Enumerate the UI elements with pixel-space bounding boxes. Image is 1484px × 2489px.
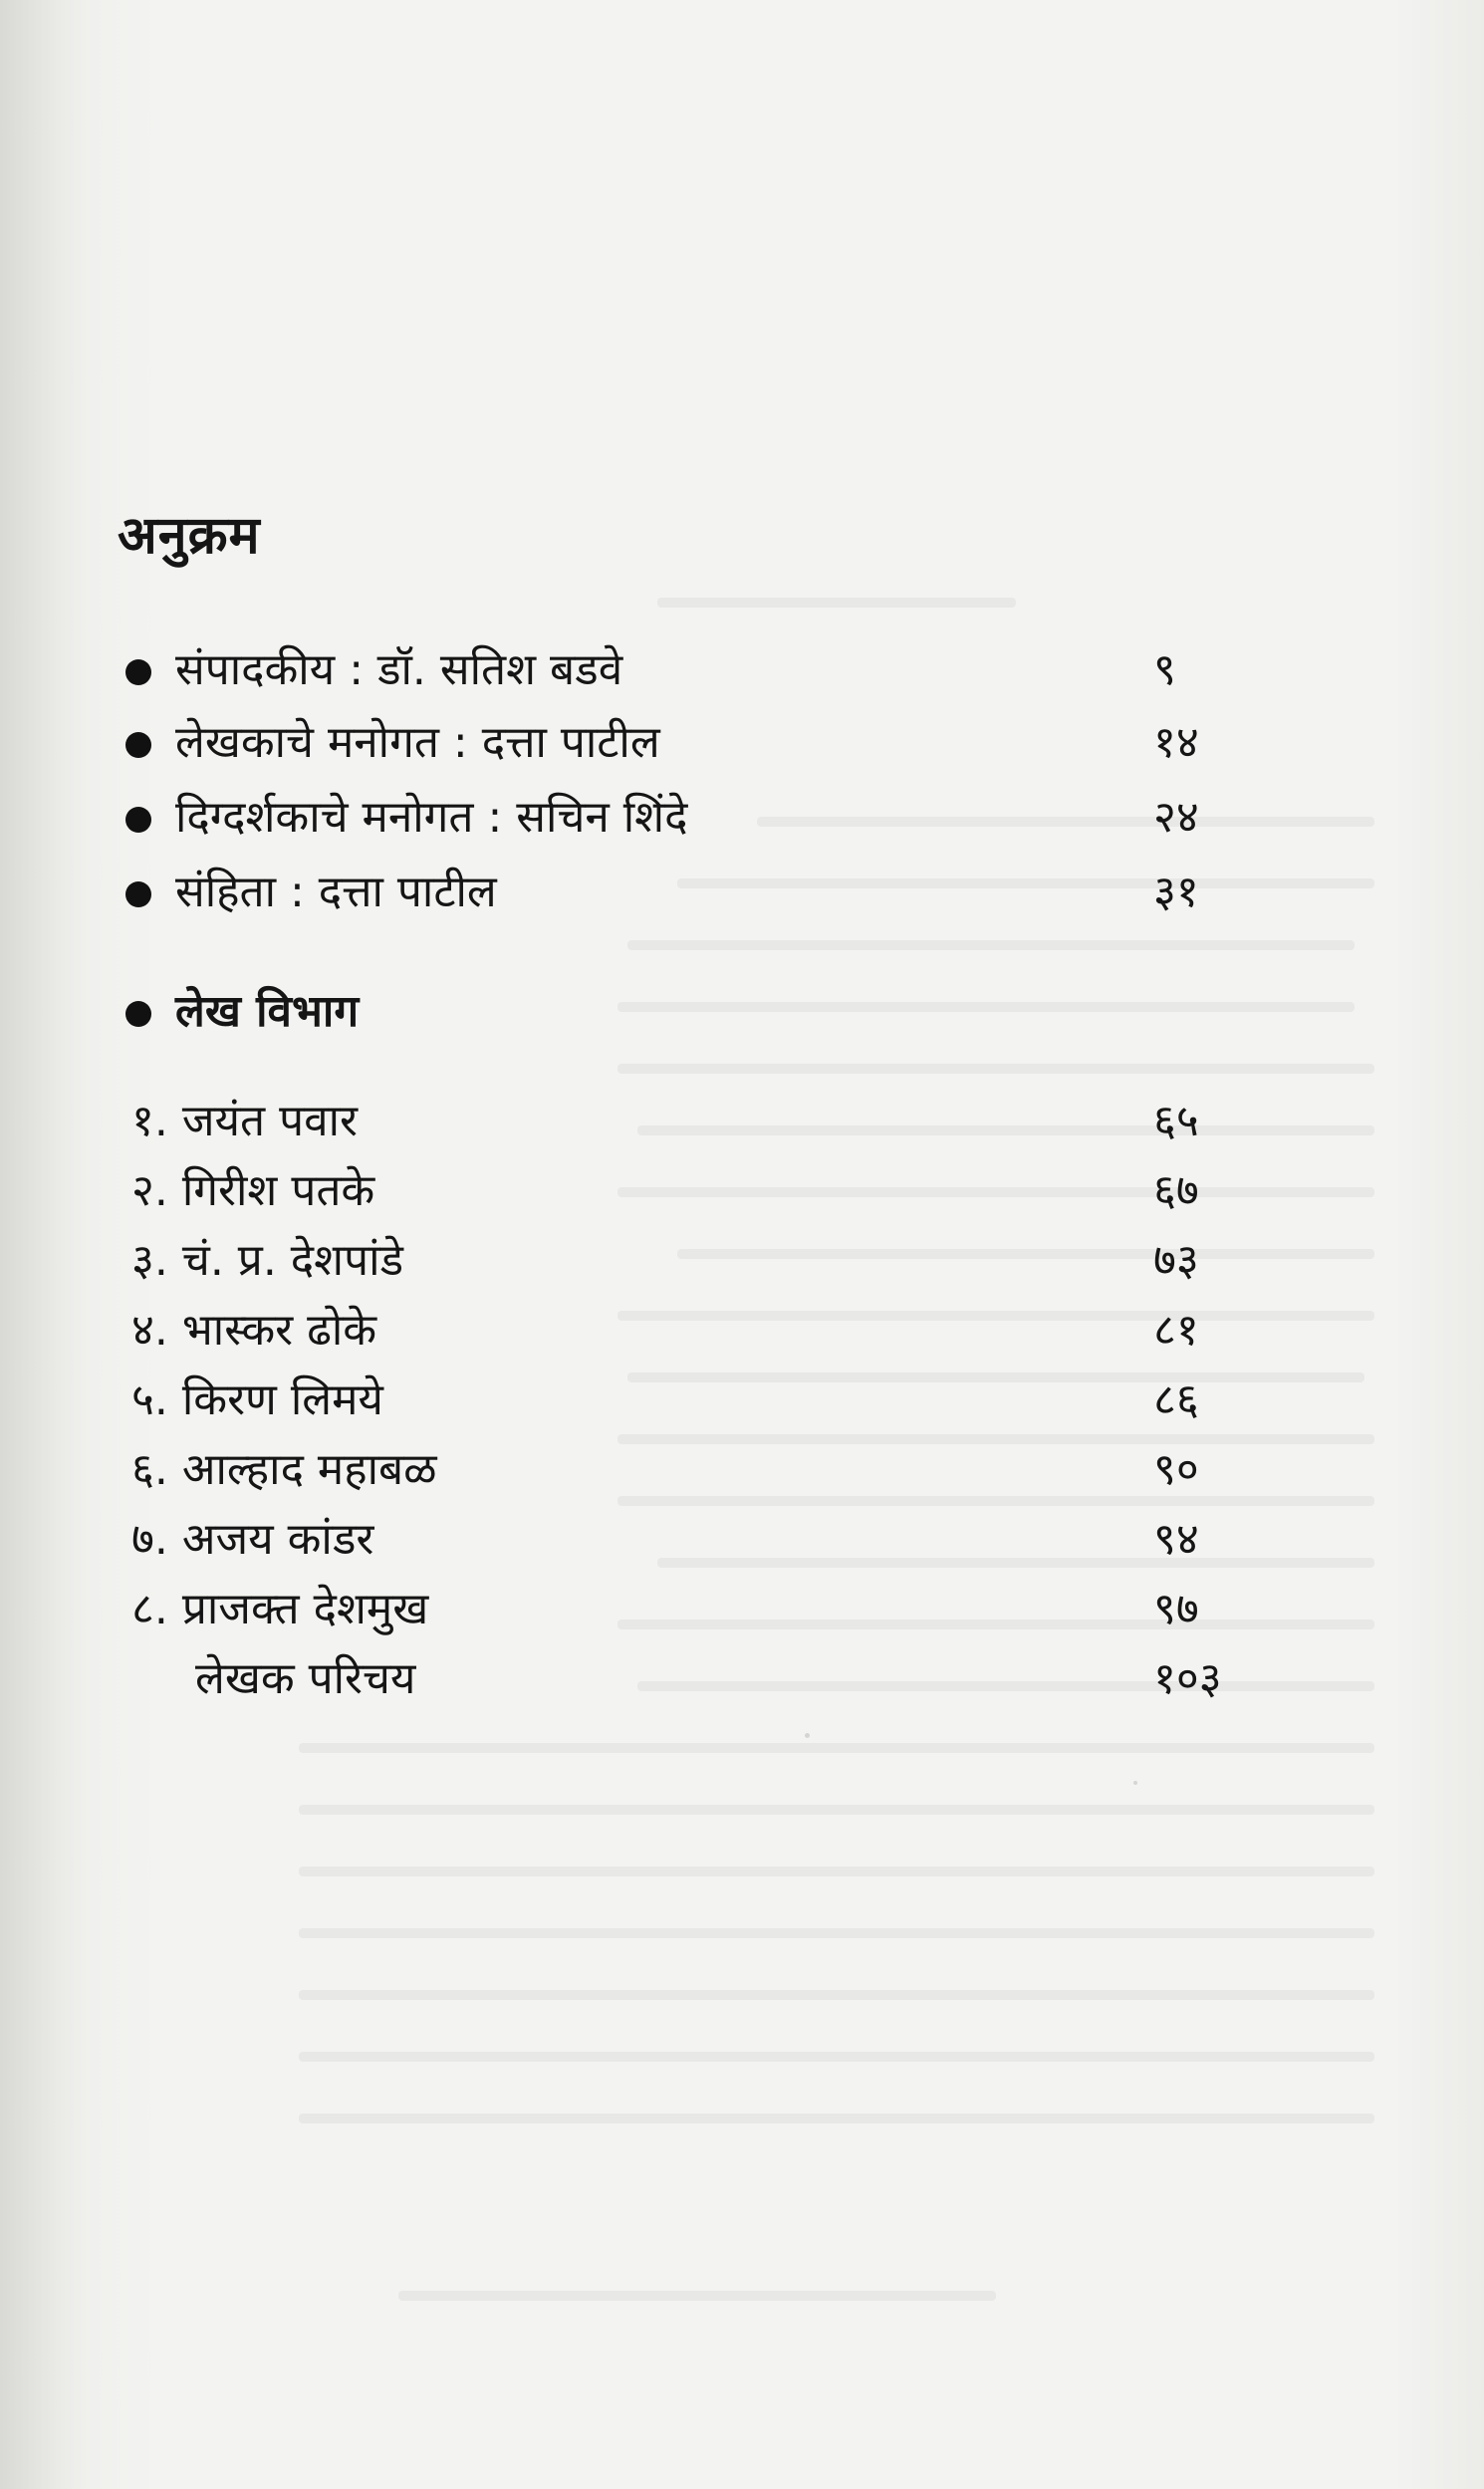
toc-entry-title: संपादकीय : डॉ. सतिश बडवे [175,644,623,695]
bullet-icon [125,732,151,758]
bullet-icon [125,659,151,685]
bullet-icon [125,1001,151,1027]
toc-article-page: ८१ [1153,1305,1199,1356]
toc-article[interactable] [0,1507,1484,1567]
toc-article[interactable] [0,1577,1484,1636]
toc-article-title: ४. भास्कर ढोके [131,1305,377,1356]
toc-entry-page: १४ [1153,717,1199,768]
toc-article-title: ६. आल्हाद महाबळ [131,1444,437,1495]
toc-article-title: लेखक परिचय [195,1653,416,1704]
toc-article-page: ८६ [1153,1374,1199,1425]
toc-entry[interactable] [0,860,1484,919]
toc-section[interactable] [0,979,1484,1039]
toc-entry-title: संहिता : दत्ता पाटील [175,867,497,917]
ink-speck [805,1733,810,1738]
bullet-icon [125,881,151,907]
toc-article[interactable] [0,1646,1484,1706]
toc-entry-title: दिग्दर्शकाचे मनोगत : सचिन शिंदे [175,792,688,843]
toc-article[interactable] [0,1368,1484,1427]
toc-article[interactable] [0,1437,1484,1497]
toc-article-page: ७३ [1153,1235,1199,1286]
toc-article[interactable] [0,1089,1484,1148]
toc-entry[interactable] [0,710,1484,770]
toc-entry-page: ३१ [1153,867,1199,917]
toc-article-page: ९४ [1153,1514,1199,1565]
toc-article-title: २. गिरीश पतके [131,1165,375,1216]
toc-article-title: ५. किरण लिमये [131,1374,383,1425]
toc-heading: अनुक्रम [118,506,261,566]
toc-section-title: लेख विभाग [175,986,360,1037]
bullet-icon [125,807,151,833]
toc-article-title: ७. अजय कांडर [131,1514,374,1565]
toc-article-page: ६७ [1153,1165,1199,1216]
toc-entry-page: ९ [1153,644,1176,695]
toc-article-page: ९० [1153,1444,1199,1495]
toc-article[interactable] [0,1228,1484,1288]
toc-article[interactable] [0,1298,1484,1358]
ink-speck [1133,1781,1137,1785]
toc-entry-page: २४ [1153,792,1199,843]
toc-article-title: ३. चं. प्र. देशपांडे [131,1235,404,1286]
toc-article-title: ८. प्राजक्त देशमुख [131,1584,429,1634]
toc-article-title: १. जयंत पवार [131,1096,358,1146]
toc-article-page: ६५ [1153,1096,1199,1146]
toc-entry[interactable] [0,637,1484,697]
toc-article-page: ९७ [1153,1584,1199,1634]
toc-article[interactable] [0,1158,1484,1218]
toc-entry-title: लेखकाचे मनोगत : दत्ता पाटील [175,717,660,768]
toc-article-page: १०३ [1153,1653,1222,1704]
toc-entry[interactable] [0,785,1484,845]
